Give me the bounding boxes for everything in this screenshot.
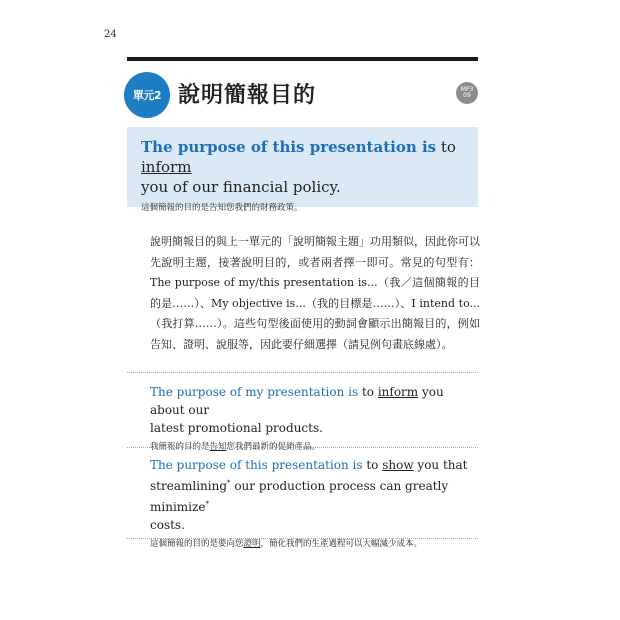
mp3-track-number: 09 [463,92,471,99]
example-2-line2a: streamlining [150,479,228,493]
example-1-zh-post: 您我們最新的促銷產品。 [226,442,321,452]
key-to: to [436,138,456,156]
footnote-star: * [227,479,231,487]
divider [127,447,478,448]
example-1-english [150,383,480,437]
top-rule [127,57,478,61]
example-1-verb: inform [377,385,419,399]
example-2-rest: you that [413,458,468,472]
example-2-english [150,456,480,534]
footnote-star: * [205,500,209,508]
example-1 [150,383,480,452]
example-2-to: to [362,458,383,472]
page-number: 24 [104,29,117,40]
divider [127,538,478,539]
key-sentence-english [141,137,464,197]
example-2 [150,456,480,549]
divider [127,372,478,373]
mp3-label: MP3 [460,85,474,93]
example-1-chinese [150,440,480,452]
example-1-to: to [358,385,378,399]
example-2-key: The purpose of this presentation is [150,458,363,472]
explanation-paragraph: 說明簡報目的與上一單元的「說明簡報主題」功用類似，因此你可以先說明主題，接著說明目的，或者兩者擇一即可。常見的句型有：The purpose of my/this presentation is...（我／這個簡報的目的是……）、My objective is...（我的目標是……）、I intend to...（我打算……）。這些句型後面使用的動詞會顯示出簡報目的，例如告知、證明、說服等，因此要仔細選擇（請見例句畫底線處）。 [150,235,480,351]
example-2-line3: costs. [150,518,185,532]
example-2-zh-underlined: 證明 [243,539,261,549]
example-1-zh-pre: 我簡報的目的是 [150,442,210,452]
example-2-verb: show [382,458,414,472]
example-2-zh-post: ，簡化我們的生產過程可以大幅減少成本。 [260,539,423,549]
unit-badge: 單元2 [124,72,170,118]
example-1-rest: you about our [150,385,444,417]
key-sentence-box [127,127,478,213]
example-1-line2: latest promotional products. [150,421,323,435]
unit-title: 說明簡報目的 [178,83,317,108]
example-1-key: The purpose of my presentation is [150,385,359,399]
key-sentence-line2: you of our financial policy. [141,178,341,196]
key-sentence-chinese: 這個簡報的目的是告知您我們的財務政策。 [141,203,303,213]
key-phrase: The purpose of this presentation is [141,138,437,156]
example-2-line2b: our production process can greatly minimize [150,479,449,514]
mp3-track-badge[interactable] [456,82,478,104]
example-2-zh-pre: 這個簡報的目的是要向您 [150,539,244,549]
key-verb: inform [141,158,192,176]
example-1-zh-underlined: 告知 [209,442,227,452]
